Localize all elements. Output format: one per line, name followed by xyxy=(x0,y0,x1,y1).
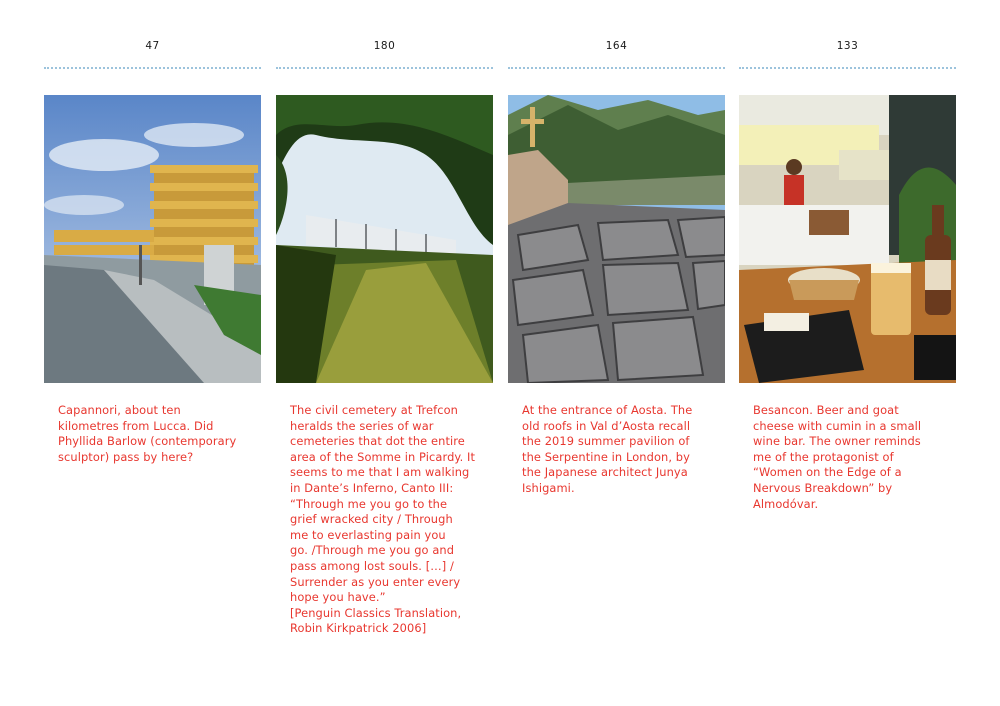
entry-column-3 xyxy=(508,0,725,706)
entry-caption: At the entrance of Aosta. The old roofs in Val d’Aosta recall the 2019 summer pavilion of the Serpentine in London, by the Japanese architect Junya Ishigami. xyxy=(522,403,693,495)
dotted-divider xyxy=(508,67,725,69)
photo-besancon-wine-bar xyxy=(739,95,956,383)
dotted-divider xyxy=(44,67,261,69)
dotted-divider xyxy=(739,67,956,69)
entry-column-1 xyxy=(44,0,261,706)
entry-caption: The civil cemetery at Trefcon heralds the series of war cemeteries that dot the entire area of the Somme in Picardy. It seems to me that I am walking in Dante’s Inferno, Canto III: “Through me you go to the grief wracked city / Through me to everlasting pain you go. /Through me you go and pass among lost souls. […] / Surrender as you enter every hope you have.” [Penguin Classics Translation, Robin Kirkpatrick 2006] xyxy=(290,403,476,636)
photo-capannori xyxy=(44,95,261,383)
entry-column-4 xyxy=(739,0,956,706)
photo-trefcon-cemetery xyxy=(276,95,493,383)
dotted-divider xyxy=(276,67,493,69)
entry-column-2 xyxy=(276,0,493,706)
entry-number: 180 xyxy=(373,40,396,52)
entry-caption: Capannori, about ten kilometres from Lucca. Did Phyllida Barlow (contemporary sculptor) pass by here? xyxy=(58,403,237,464)
photo-aosta-roofs xyxy=(508,95,725,383)
entry-caption: Besancon. Beer and goat cheese with cumin in a small wine bar. The owner reminds me of the protagonist of “Women on the Edge of a Nervous Breakdown” by Almodóvar. xyxy=(753,403,922,511)
entry-number: 133 xyxy=(836,40,859,52)
entry-number: 47 xyxy=(145,40,160,52)
entry-number: 164 xyxy=(605,40,628,52)
